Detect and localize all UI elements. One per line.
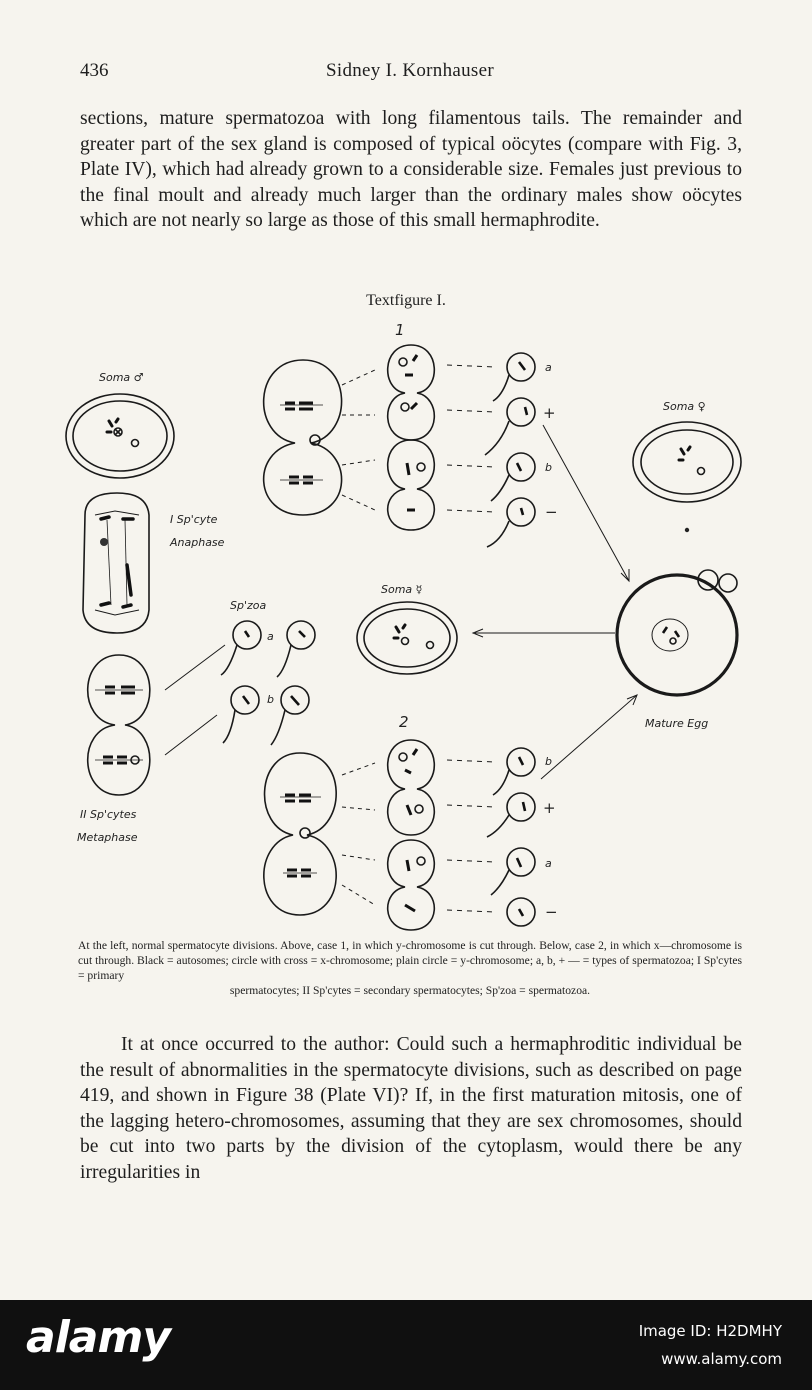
label-anaphase: Anaphase xyxy=(170,536,225,549)
case-2-type-b: b xyxy=(545,755,552,768)
secondary-spermatocytes-left xyxy=(88,655,150,795)
case-1-type-b: b xyxy=(545,461,552,474)
case-2-type-minus: − xyxy=(545,903,558,921)
image-id: Image ID: H2DMHY xyxy=(638,1322,782,1340)
case-1-spermatozoa xyxy=(342,353,535,547)
label-soma-female: Soma ♀ xyxy=(663,400,706,413)
caption-last-line: spermatocytes; II Sp'cytes = secondary spermatocytes; Sp'zoa = spermatozoa. xyxy=(229,984,591,997)
case-2-spermatozoa xyxy=(342,748,535,926)
case-1-primary-cell xyxy=(264,360,342,515)
label-secondary-spcytes: II Sp'cytes xyxy=(80,808,137,821)
body-paragraph-1: sections, mature spermatozoa with long filamentous tails. The remainder and greater part of the sex gland is composed of typical oöcytes (compare with Fig. 3, Plate IV), which had already grown to a considerable size. Females just previous to the final moult and already much larger than the ordinary males show oöcytes which are not nearly so large as those of this small hermaphrodite. xyxy=(80,108,742,231)
case-1-type-minus: − xyxy=(545,503,558,521)
case-2-primary-cell xyxy=(264,753,336,915)
label-mature-egg: Mature Egg xyxy=(645,717,709,730)
soma-female-cell xyxy=(633,422,741,532)
label-spzoa: Sp'zoa xyxy=(230,599,267,612)
label-soma-hermaphrodite: Soma ☿ xyxy=(381,583,423,596)
case-1-secondary-cells xyxy=(388,345,435,530)
case-1-number: 1 xyxy=(395,321,405,339)
label-metaphase: Metaphase xyxy=(77,831,138,844)
caption-text: At the left, normal spermatocyte divisions. Above, case 1, in which y-chromosome is cut through. Below, case 2, in which x—chromosome is cut through. Black = autosomes; circle with cross = x-chromosome; plain circle = y-chromosome; a, b, + — = types of spermatozoa; I Sp'cytes = primary xyxy=(78,939,742,982)
figure-title: Textfigure I. xyxy=(366,292,446,309)
case-2-secondary-cells xyxy=(388,740,435,930)
textfigure-diagram xyxy=(55,315,755,940)
body-paragraph-2: It at once occurred to the author: Could such a hermaphroditic individual be the result of abnormalities in the spermatocyte divisions, such as described on page 419, and shown in Figure 38 (Plate VI)? If, in the first maturation mitosis, one of the lagging hetero-chromosomes, assuming that they are sex chromosomes, should be cut into two parts by the division of the cytoplasm, would there be any irregularities in xyxy=(80,1034,742,1183)
case-2-type-plus: + xyxy=(543,799,556,817)
soma-male-cell xyxy=(66,394,174,478)
label-spzoa-a: a xyxy=(267,630,274,643)
case-2-number: 2 xyxy=(399,713,409,731)
case-1-type-plus: + xyxy=(543,404,556,422)
site-url: www.alamy.com xyxy=(661,1350,782,1368)
page-header xyxy=(80,60,740,90)
alamy-logo: alamy xyxy=(26,1312,170,1363)
case-1-type-a: a xyxy=(545,361,552,374)
stock-watermark-bar xyxy=(0,1300,812,1390)
label-spzoa-b: b xyxy=(267,693,274,706)
figure-caption xyxy=(78,938,742,998)
label-soma-male: Soma ♂ xyxy=(99,371,144,384)
page-number: 436 xyxy=(80,60,109,81)
running-head: Sidney I. Kornhauser xyxy=(326,60,494,81)
primary-spermatocyte-cell xyxy=(83,493,149,633)
case-2-type-a: a xyxy=(545,857,552,870)
soma-hermaphrodite-cell xyxy=(357,602,615,674)
textfigure-svg xyxy=(55,315,755,940)
label-primary-spcyte: I Sp'cyte xyxy=(170,513,218,526)
spermatozoa-normal xyxy=(165,621,315,755)
